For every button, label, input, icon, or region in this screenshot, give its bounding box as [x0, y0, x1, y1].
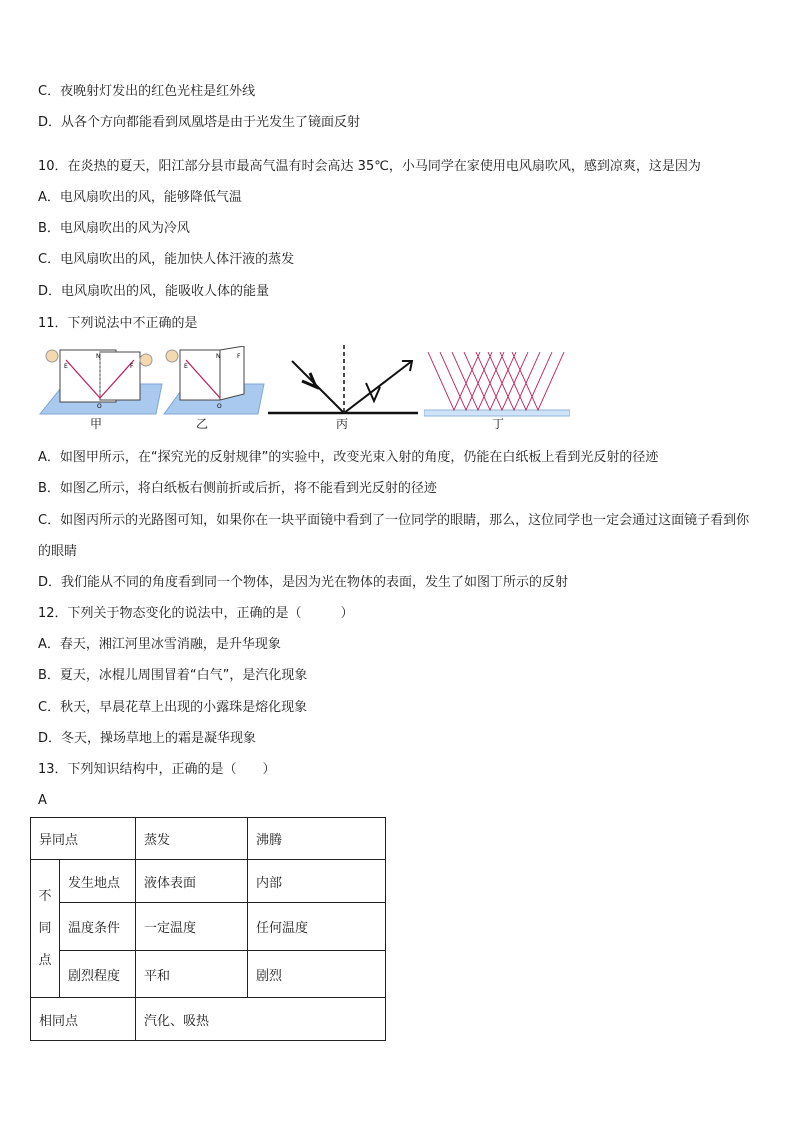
q12-option-b: B．夏天，冰棍儿周围冒着“白气”，是汽化现象 — [38, 668, 308, 683]
q12-option-a: A．春天，湘江河里冰雪消融，是升华现象 — [38, 637, 281, 652]
table-cell: 汽化、吸热 — [136, 998, 386, 1041]
diff-char: 同 — [38, 920, 52, 936]
q13-stem: 13．下列知识结构中，正确的是（ ） — [38, 762, 276, 777]
table-cell: 相同点 — [31, 998, 136, 1041]
table-cell: 剧烈 — [248, 951, 386, 998]
mark-e-2: E — [184, 363, 188, 370]
q11-option-a: A．如图甲所示，在“探究光的反射规律”的实验中，改变光束入射的角度，仍能在白纸板上看到光反射的径迹 — [38, 450, 659, 465]
figure-bing — [266, 343, 420, 415]
figure-jia — [38, 346, 164, 416]
figure-yi — [162, 346, 266, 416]
table-header-cell: 沸腾 — [248, 818, 386, 860]
table-cell: 平和 — [136, 951, 248, 998]
q11-stem: 11．下列说法中不正确的是 — [38, 316, 198, 331]
table-cell: 内部 — [248, 860, 386, 903]
q10-option-c: C．电风扇吹出的风，能加快人体汗液的蒸发 — [38, 252, 295, 267]
table-diff-label — [31, 860, 60, 998]
q11-option-d: D．我们能从不同的角度看到同一个物体，是因为光在物体的表面，发生了如图丁所示的反射 — [38, 575, 569, 590]
q10-option-b: B．电风扇吹出的风为冷风 — [38, 221, 190, 236]
q11-option-b: B．如图乙所示，将白纸板右侧前折或后折，将不能看到光反射的径迹 — [38, 481, 437, 496]
mark-e: E — [64, 363, 68, 370]
mark-f-2: F — [237, 353, 241, 360]
q11-option-c: C．如图丙所示的光路图可知，如果你在一块平面镜中看到了一位同学的眼睛，那么，这位同学也一定会通过这面镜子看到你的眼睛 — [38, 513, 750, 559]
figure-label-ding: 丁 — [491, 417, 504, 431]
table-cell: 剧烈程度 — [60, 951, 136, 998]
q12-stem: 12．下列关于物态变化的说法中，正确的是（ ） — [38, 606, 354, 621]
diff-char: 不 — [38, 888, 52, 904]
figure-ding — [424, 350, 570, 418]
q10-stem: 10．在炎热的夏天，阳江部分县市最高气温有时会高达 35℃，小马同学在家使用电风扇吹风，感到凉爽，这是因为 — [38, 159, 701, 174]
mark-n: N — [96, 353, 101, 360]
table-cell: 温度条件 — [60, 903, 136, 951]
table-cell: 任何温度 — [248, 903, 386, 951]
table-cell: 液体表面 — [136, 860, 248, 903]
figure-label-yi: 乙 — [195, 417, 208, 431]
table-header-cell: 蒸发 — [136, 818, 248, 860]
q10-option-d: D．电风扇吹出的风，能吸收人体的能量 — [38, 284, 270, 299]
table-cell: 发生地点 — [60, 860, 136, 903]
mark-n-2: N — [216, 353, 221, 360]
figure-label-bing: 丙 — [335, 417, 348, 431]
figure-label-jia: 甲 — [89, 417, 102, 431]
knowledge-table — [30, 817, 386, 1041]
mark-o: O — [97, 403, 102, 410]
q12-option-c: C．秋天，早晨花草上出现的小露珠是熔化现象 — [38, 700, 308, 715]
q12-option-d: D．冬天，操场草地上的霜是凝华现象 — [38, 731, 257, 746]
table-header-cell: 异同点 — [31, 818, 136, 860]
table-cell: 一定温度 — [136, 903, 248, 951]
mark-o-2: O — [217, 403, 222, 410]
diff-char: 点 — [38, 952, 52, 968]
q9-option-c: C．夜晚射灯发出的红色光柱是红外线 — [38, 84, 256, 99]
mark-f: F — [130, 363, 134, 370]
q10-option-a: A．电风扇吹出的风，能够降低气温 — [38, 190, 242, 205]
q13-option-a-label: A — [38, 793, 47, 808]
q9-option-d: D．从各个方向都能看到凤凰塔是由于光发生了镜面反射 — [38, 115, 361, 130]
